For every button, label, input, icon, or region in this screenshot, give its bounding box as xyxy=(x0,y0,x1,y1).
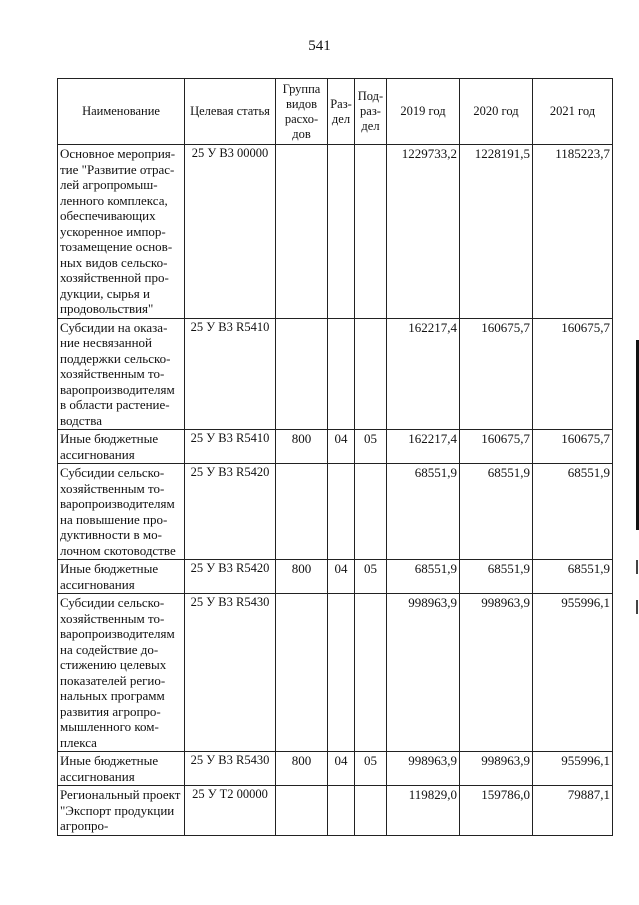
cell-year-2021: 955996,1 xyxy=(533,752,613,786)
cell-target-article: 25 У В3 00000 xyxy=(185,145,276,319)
table-row xyxy=(58,786,613,836)
cell-year-2021: 1185223,7 xyxy=(533,145,613,319)
cell-year-2019: 119829,0 xyxy=(387,786,460,836)
header-expense-group: Группа видов расхо-дов xyxy=(276,79,328,145)
cell-year-2021: 160675,7 xyxy=(533,430,613,464)
cell-year-2019: 68551,9 xyxy=(387,464,460,560)
cell-target-article: 25 У В3 R5410 xyxy=(185,430,276,464)
table-row xyxy=(58,318,613,430)
cell-expense-group xyxy=(276,145,328,319)
table-row xyxy=(58,594,613,752)
cell-name: Субсидии сельско-хозяйственным то-варопроизводителям на содействие до-стижению целевых показателей регио-нальных программ развития агропро-мышленного ком-плекса xyxy=(58,594,185,752)
table-row xyxy=(58,145,613,319)
cell-year-2020: 68551,9 xyxy=(460,464,533,560)
cell-year-2019: 162217,4 xyxy=(387,430,460,464)
cell-year-2021: 955996,1 xyxy=(533,594,613,752)
header-name: Наименование xyxy=(58,79,185,145)
cell-year-2019: 998963,9 xyxy=(387,594,460,752)
cell-subsection: 05 xyxy=(355,560,387,594)
page-edge-tick xyxy=(636,600,638,614)
cell-section xyxy=(328,594,355,752)
cell-section xyxy=(328,318,355,430)
cell-target-article: 25 У В3 R5410 xyxy=(185,318,276,430)
cell-section: 04 xyxy=(328,560,355,594)
cell-name: Иные бюджетные ассигнования xyxy=(58,560,185,594)
header-subsection: Под-раз-дел xyxy=(355,79,387,145)
cell-target-article: 25 У В3 R5420 xyxy=(185,464,276,560)
cell-section xyxy=(328,786,355,836)
cell-expense-group: 800 xyxy=(276,560,328,594)
cell-year-2021: 68551,9 xyxy=(533,464,613,560)
cell-target-article: 25 У Т2 00000 xyxy=(185,786,276,836)
header-year-2021: 2021 год xyxy=(533,79,613,145)
cell-name: Иные бюджетные ассигнования xyxy=(58,752,185,786)
table-row xyxy=(58,560,613,594)
cell-name: Субсидии сельско-хозяйственным то-варопроизводителям на повышение про-дуктивности в мо-лочном скотоводстве xyxy=(58,464,185,560)
header-year-2019: 2019 год xyxy=(387,79,460,145)
budget-table xyxy=(57,78,613,836)
header-year-2020: 2020 год xyxy=(460,79,533,145)
cell-year-2019: 68551,9 xyxy=(387,560,460,594)
cell-year-2020: 998963,9 xyxy=(460,594,533,752)
header-section: Раз-дел xyxy=(328,79,355,145)
cell-target-article: 25 У В3 R5430 xyxy=(185,594,276,752)
cell-subsection xyxy=(355,318,387,430)
page-number: 541 xyxy=(308,38,331,54)
cell-expense-group xyxy=(276,464,328,560)
cell-subsection xyxy=(355,464,387,560)
cell-year-2019: 1229733,2 xyxy=(387,145,460,319)
cell-section: 04 xyxy=(328,430,355,464)
cell-section xyxy=(328,145,355,319)
header-target-article: Целевая статья xyxy=(185,79,276,145)
cell-name: Основное мероприя-тие "Развитие отрас-лей агропромыш-ленного комплекса, обеспечивающих ускоренное импор-тозамещение основ-ных видов сельско-хозяйственной про-дукции, сырья и продовольствия" xyxy=(58,145,185,319)
cell-name: Субсидии на оказа-ние несвязанной поддержки сельско-хозяйственным то-варопроизводителям в области растение-водства xyxy=(58,318,185,430)
cell-expense-group: 800 xyxy=(276,752,328,786)
cell-target-article: 25 У В3 R5420 xyxy=(185,560,276,594)
cell-target-article: 25 У В3 R5430 xyxy=(185,752,276,786)
cell-section: 04 xyxy=(328,752,355,786)
cell-name: Иные бюджетные ассигнования xyxy=(58,430,185,464)
cell-year-2021: 160675,7 xyxy=(533,318,613,430)
cell-year-2020: 160675,7 xyxy=(460,318,533,430)
table-header-row xyxy=(58,79,613,145)
cell-expense-group: 800 xyxy=(276,430,328,464)
cell-subsection: 05 xyxy=(355,430,387,464)
cell-expense-group xyxy=(276,594,328,752)
cell-year-2019: 162217,4 xyxy=(387,318,460,430)
cell-year-2021: 68551,9 xyxy=(533,560,613,594)
cell-subsection xyxy=(355,786,387,836)
cell-subsection: 05 xyxy=(355,752,387,786)
cell-expense-group xyxy=(276,786,328,836)
cell-expense-group xyxy=(276,318,328,430)
cell-year-2020: 68551,9 xyxy=(460,560,533,594)
cell-year-2019: 998963,9 xyxy=(387,752,460,786)
cell-year-2020: 998963,9 xyxy=(460,752,533,786)
cell-year-2020: 1228191,5 xyxy=(460,145,533,319)
table-row xyxy=(58,752,613,786)
cell-section xyxy=(328,464,355,560)
page-edge-tick xyxy=(636,560,638,574)
cell-year-2020: 160675,7 xyxy=(460,430,533,464)
cell-subsection xyxy=(355,594,387,752)
table-row xyxy=(58,430,613,464)
cell-name: Региональный проект "Экспорт продукции агропро- xyxy=(58,786,185,836)
cell-year-2020: 159786,0 xyxy=(460,786,533,836)
cell-subsection xyxy=(355,145,387,319)
table-row xyxy=(58,464,613,560)
cell-year-2021: 79887,1 xyxy=(533,786,613,836)
